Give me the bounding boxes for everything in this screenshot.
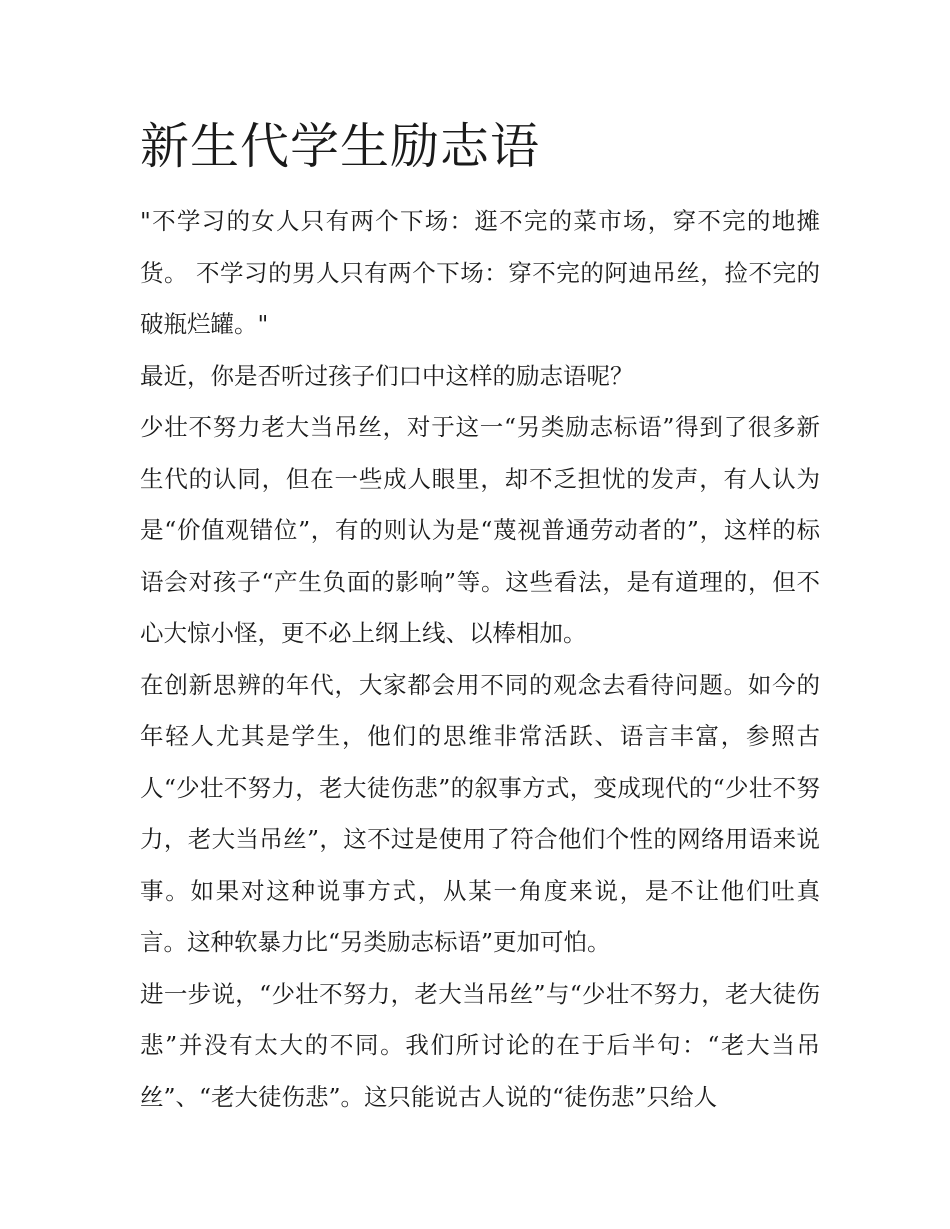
document-body — [140, 196, 820, 1123]
paragraph-innovation: 在创新思辨的年代，大家都会用不同的观念去看待问题。如今的年轻人尤其是学生，他们的思维非常活跃、语言丰富，参照古人“少壮不努力，老大徒伤悲”的叙事方式，变成现代的“少壮不努力，老大当吊丝”，这不过是使用了符合他们个性的网络用语来说事。如果对这种说事方式，从某一角度来说，是不让他们吐真言。这种软暴力比“另类励志标语”更加可怕。 — [140, 670, 820, 956]
paragraph-question: 最近，你是否听过孩子们口中这样的励志语呢？ — [140, 361, 634, 390]
document-title: 新生代学生励志语 — [140, 118, 541, 175]
paragraph-opinions: 少壮不努力老大当吊丝，对于这一“另类励志标语”得到了很多新生代的认同，但在一些成人眼里，却不乏担忧的发声，有人认为是“价值观错位”，有的则认为是“蔑视普通劳动者的”，这样的标语会对孩子“产生负面的影响”等。这些看法，是有道理的，但不心大惊小怪，更不必上纲上线、以棒相加。 — [140, 413, 820, 647]
paragraph-quote: "不学习的女人只有两个下场：逛不完的菜市场，穿不完的地摊货。 不学习的男人只有两个下场：穿不完的阿迪吊丝，捡不完的破瓶烂罐。" — [140, 207, 820, 338]
paragraph-comparison: 进一步说，“少壮不努力，老大当吊丝”与“少壮不努力，老大徒伤悲”并没有太大的不同。我们所讨论的在于后半句：“老大当吊丝”、“老大徒伤悲”。这只能说古人说的“徒伤悲”只给人 — [140, 979, 820, 1111]
